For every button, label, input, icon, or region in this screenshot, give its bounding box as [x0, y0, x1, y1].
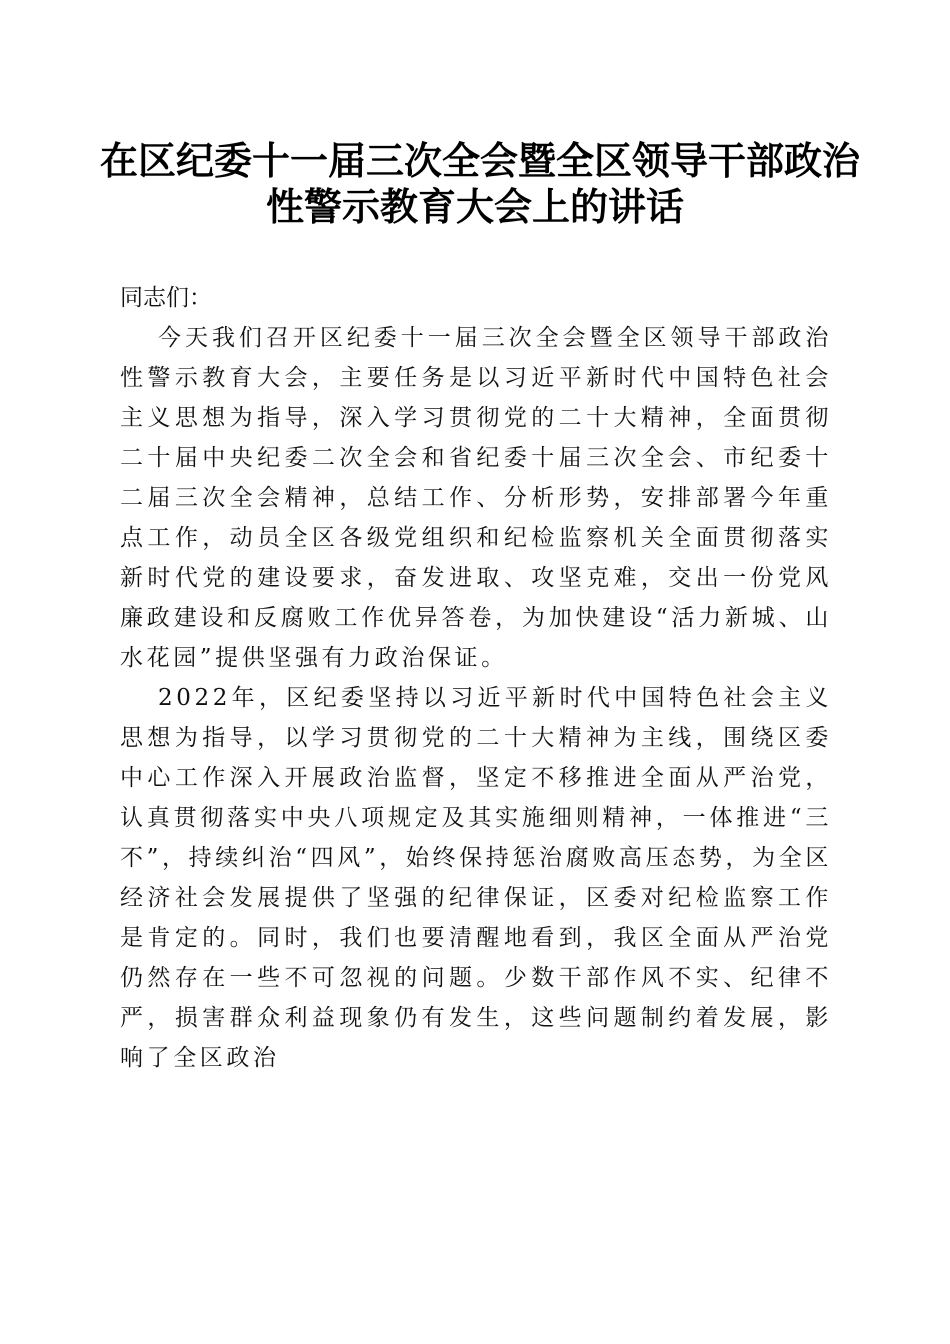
document-body — [120, 278, 832, 1078]
title-line-1: 在区纪委十一届三次全会暨全区领导干部政治 — [100, 138, 861, 183]
title-line-2: 性警示教育大会上的讲话 — [265, 184, 684, 229]
salutation: 同志们： — [120, 285, 212, 311]
paragraph-2: 2022年，区纪委坚持以习近平新时代中国特色社会主义思想为指导，以学习贯彻党的二十大精神为主线，围绕区委中心工作深入开展政治监督，坚定不移推进全面从严治党，认真贯彻落实中央八项规定及其实施细则精神，一体推进“三不”，持续纠治“四风”，始终保持惩治腐败高压态势，为全区经济社会发展提供了坚强的纪律保证，区委对纪检监察工作是肯定的。同时，我们也要清醒地看到，我区全面从严治党仍然存在一些不可忽视的问题。少数干部作风不实、纪律不严，损害群众利益现象仍有发生，这些问题制约着发展，影响了全区政治 — [120, 685, 832, 1071]
document-title — [100, 138, 861, 230]
paragraph-1: 今天我们召开区纪委十一届三次全会暨全区领导干部政治性警示教育大会，主要任务是以习近平新时代中国特色社会主义思想为指导，深入学习贯彻党的二十大精神，全面贯彻二十届中央纪委二次全会和省纪委十届三次全会、市纪委十二届三次全会精神，总结工作、分析形势，安排部署今年重点工作，动员全区各级党组织和纪检监察机关全面贯彻落实新时代党的建设要求，奋发进取、攻坚克难，交出一份党风廉政建设和反腐败工作优异答卷，为加快建设“活力新城、山水花园”提供坚强有力政治保证。 — [120, 325, 832, 671]
